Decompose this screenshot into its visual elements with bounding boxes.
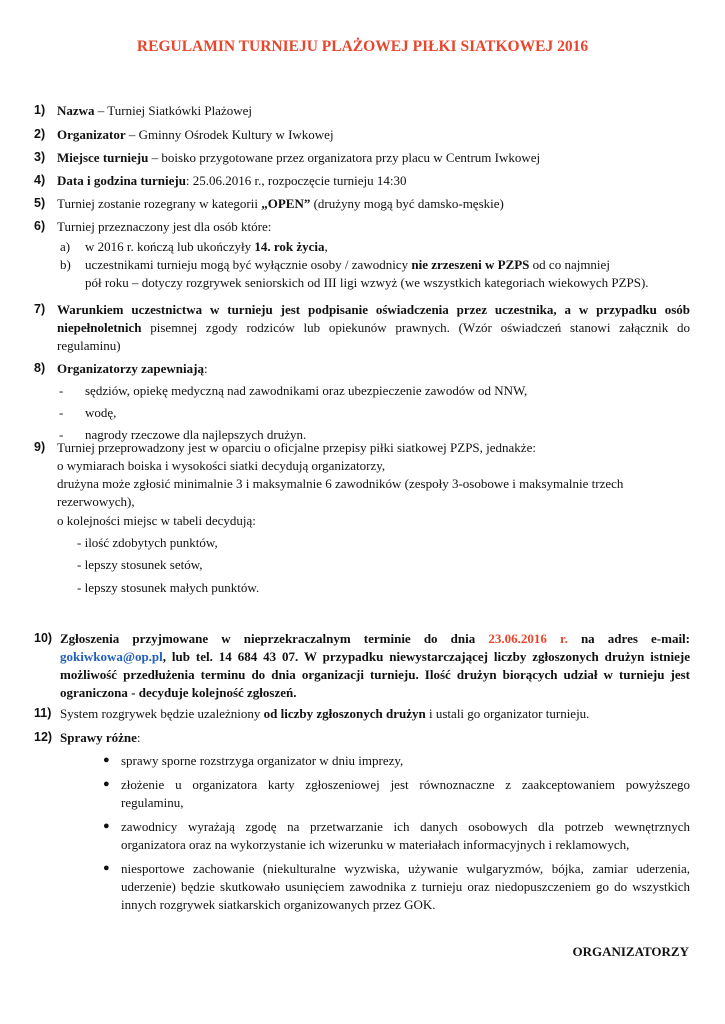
- item-text: Zgłoszenia przyjmowane w nieprzekraczalnym terminie do dnia: [60, 631, 489, 646]
- rules-line: o kolejności miejsc w tabeli decydują:: [57, 513, 256, 528]
- rules-line: o wymiarach boiska i wysokości siatki decydują organizatorzy,: [57, 458, 386, 473]
- rules-line: rezerwowych),: [57, 494, 135, 509]
- provision-item: sędziów, opiekę medyczną nad zawodnikami oraz ubezpieczenie zawodów od NNW,: [85, 383, 528, 398]
- ranking-criterion: - lepszy stosunek małych punktów.: [77, 580, 260, 595]
- misc-item: złożenie u organizatora karty zgłoszeniowej jest równoznaczne z zaakceptowaniem powyższego: [121, 777, 690, 792]
- item-eligibility: Turniej przeznaczony jest dla osób które:: [57, 219, 272, 234]
- item-label: od liczby zgłoszonych drużyn: [263, 706, 426, 721]
- registration-l3: możliwość przedłużenia terminu do dnia organizacji turnieju. Ilość drużyn biorących udział w turnieju jest: [60, 667, 690, 682]
- item-text: System rozgrywek będzie uzależniony: [60, 706, 264, 721]
- misc-item-cont: regulaminu,: [121, 795, 184, 810]
- bullet-icon: ●: [103, 862, 110, 874]
- misc-item: zawodnicy wyrażają zgodę na przetwarzanie ich danych osobowych dla potrzeb wewnętrznych: [121, 819, 690, 834]
- ranking-criterion: - ilość zdobytych punktów,: [77, 535, 218, 550]
- item-date: [57, 172, 407, 189]
- item-provisions: [57, 360, 208, 377]
- provision-item: wodę,: [85, 405, 117, 420]
- item-name: [57, 102, 252, 119]
- item-text: i ustali go organizator turnieju.: [425, 706, 590, 721]
- document-title: REGULAMIN TURNIEJU PLAŻOWEJ PIŁKI SIATKOWEJ 2016: [136, 38, 589, 55]
- item-text: – Gminny Ośrodek Kultury w Iwkowej: [125, 127, 334, 142]
- item-number: 4): [34, 173, 46, 187]
- sub-item-membership-cont: pół roku – dotyczy rozgrywek seniorskich od III ligi wzwyż (we wszystkich kategoriach wiekowych PZPS).: [85, 275, 649, 290]
- bullet-icon: ●: [103, 820, 110, 832]
- sub-item-membership: [85, 256, 610, 273]
- item-text: , lub tel. 14 684 43 07. W przypadku niewystarczającej liczby zgłoszonych drużyn istnieje: [162, 649, 690, 664]
- item-label: nie zrzeszeni w PZPS: [411, 257, 530, 272]
- item-number: 9): [34, 440, 46, 454]
- item-text: – boisko przygotowane przez organizatora przy placu w Centrum Iwkowej: [148, 150, 541, 165]
- item-number: 3): [34, 150, 46, 164]
- dash-marker: -: [59, 427, 64, 442]
- misc-heading: [60, 729, 141, 746]
- item-participation-l3: regulaminu): [57, 338, 121, 353]
- item-label: Organizatorzy zapewniają: [57, 361, 204, 376]
- sub-item-age: [85, 238, 328, 255]
- sub-marker: b): [60, 257, 71, 272]
- item-text: pisemnej zgody rodziców lub opiekunów prawnych. (Wzór oświadczeń stanowi załącznik do: [141, 320, 690, 335]
- item-participation-l1: Warunkiem uczestnictwa w turnieju jest podpisanie oświadczenia przez uczestnika, a w przypadku osób: [57, 302, 690, 317]
- item-number: 7): [34, 302, 46, 316]
- item-participation-l2: [57, 319, 690, 336]
- item-number: 12): [34, 730, 53, 744]
- item-number: 10): [34, 631, 53, 645]
- item-number: 11): [34, 706, 52, 720]
- item-label: Nazwa: [57, 103, 95, 118]
- item-text: Turniej zostanie rozegrany w kategorii: [57, 196, 262, 211]
- organizers-signature: ORGANIZATORZY: [572, 944, 689, 959]
- registration-l1: [60, 630, 690, 647]
- item-number: 6): [34, 219, 46, 233]
- item-label: Sprawy różne: [60, 730, 137, 745]
- item-number: 2): [34, 127, 46, 141]
- item-label: Data i godzina turnieju: [57, 173, 186, 188]
- deadline-date: 23.06.2016 r.: [488, 631, 568, 646]
- sub-marker: a): [60, 239, 71, 254]
- item-organizer: [57, 126, 334, 143]
- misc-item: niesportowe zachowanie (niekulturalne wyzwiska, używanie wulgaryzmów, bójka, zamiar uderzenia,: [121, 861, 690, 876]
- ranking-criterion: - lepszy stosunek setów,: [77, 557, 203, 572]
- item-label: 14. rok życia: [254, 239, 325, 254]
- item-text: :: [136, 730, 141, 745]
- item-number: 1): [34, 103, 46, 117]
- misc-item: sprawy sporne rozstrzyga organizator w dniu imprezy,: [121, 753, 404, 768]
- item-text: w 2016 r. kończą lub ukończyły: [85, 239, 255, 254]
- registration-l4: ograniczona - decyduje kolejność zgłoszeń.: [60, 685, 297, 700]
- item-text: :: [203, 361, 208, 376]
- item-number: 8): [34, 361, 46, 375]
- misc-item-cont: innych rozgrywek siatkarskich organizowanych przez GOK.: [121, 897, 436, 912]
- item-location: [57, 149, 540, 166]
- item-label: „OPEN”: [261, 196, 311, 211]
- item-text: – Turniej Siatkówki Plażowej: [94, 103, 252, 118]
- item-label: Organizator: [57, 127, 126, 142]
- provision-item: nagrody rzeczowe dla najlepszych drużyn.: [85, 427, 307, 442]
- rules-line: drużyna może zgłosić minimalnie 3 i maksymalnie 6 zawodników (zespoły 3-osobowe i maksymalnie trzech: [57, 476, 624, 491]
- item-text: na adres e-mail:: [567, 631, 690, 646]
- dash-marker: -: [59, 405, 64, 420]
- item-text: (drużyny mogą być damsko-męskie): [310, 196, 504, 211]
- item-text: : 25.06.2016 r., rozpoczęcie turnieju 14:30: [185, 173, 407, 188]
- misc-item-cont: organizatora oraz na wykorzystanie ich wizerunku w materiałach informacyjnych i reklamowych,: [121, 837, 630, 852]
- item-text: od co najmniej: [529, 257, 610, 272]
- dash-marker: -: [59, 383, 64, 398]
- item-number: 5): [34, 196, 46, 210]
- item-label: Miejsce turnieju: [57, 150, 149, 165]
- rules-intro: Turniej przeprowadzony jest w oparciu o oficjalne przepisy piłki siatkowej PZPS, jednakże:: [57, 440, 536, 455]
- email-link[interactable]: gokiwkowa@op.pl: [60, 649, 163, 664]
- bullet-icon: ●: [103, 754, 110, 766]
- tournament-system: [60, 705, 589, 722]
- item-category: [57, 195, 504, 212]
- item-text: ,: [324, 239, 328, 254]
- item-label: niepełnoletnich: [57, 320, 142, 335]
- bullet-icon: ●: [103, 778, 110, 790]
- item-text: uczestnikami turnieju mogą być wyłącznie osoby / zawodnicy: [85, 257, 412, 272]
- misc-item-cont: uderzenie) będzie skutkowało usunięciem zawodnika z turnieju oraz niedopuszczeniem go do wszystkich: [121, 879, 690, 894]
- registration-l2: [60, 648, 690, 665]
